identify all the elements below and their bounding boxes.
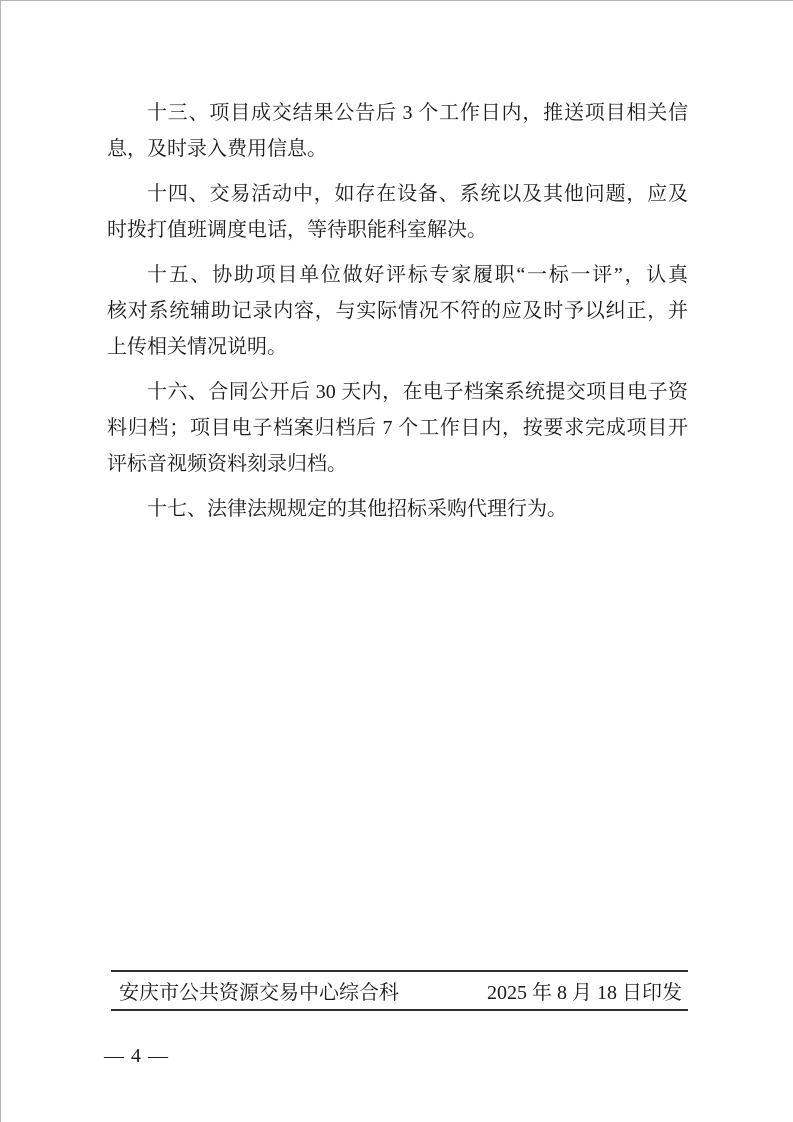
paragraph-line: 十五、协助项目单位做好评标专家履职“一标一评”，认真 (147, 264, 688, 286)
document-body (107, 95, 688, 536)
paragraph-line: 时拨打值班调度电话，等待职能科室解决。 (107, 219, 487, 241)
colophon-footer (111, 970, 688, 1011)
paragraph-line: 十七、法律法规规定的其他招标采购代理行为。 (147, 498, 567, 520)
footer-issuing-office: 安庆市公共资源交易中心综合科 (119, 982, 399, 1004)
paragraph-14 (107, 176, 688, 248)
footer-print-date: 2025 年 8 月 18 日印发 (487, 982, 682, 1004)
paragraph-line: 息，及时录入费用信息。 (107, 138, 327, 160)
paragraph-line: 上传相关情况说明。 (107, 336, 287, 358)
paragraph-line: 十四、交易活动中，如存在设备、系统以及其他问题，应及 (147, 183, 688, 205)
paragraph-line: 核对系统辅助记录内容，与实际情况不符的应及时予以纠正，并 (107, 300, 688, 322)
paragraph-line: 十三、项目成交结果公告后 3 个工作日内，推送项目相关信 (147, 102, 688, 124)
paragraph-line: 十六、合同公开后 30 天内，在电子档案系统提交项目电子资 (147, 381, 688, 403)
paragraph-16 (107, 374, 688, 482)
paragraph-line: 料归档；项目电子档案归档后 7 个工作日内，按要求完成项目开 (107, 417, 688, 439)
paragraph-13 (107, 95, 688, 167)
page-number: — 4 — (104, 1045, 169, 1067)
paragraph-line: 评标音视频资料刻录归档。 (107, 453, 347, 475)
paragraph-17 (107, 491, 688, 527)
paragraph-15 (107, 257, 688, 365)
